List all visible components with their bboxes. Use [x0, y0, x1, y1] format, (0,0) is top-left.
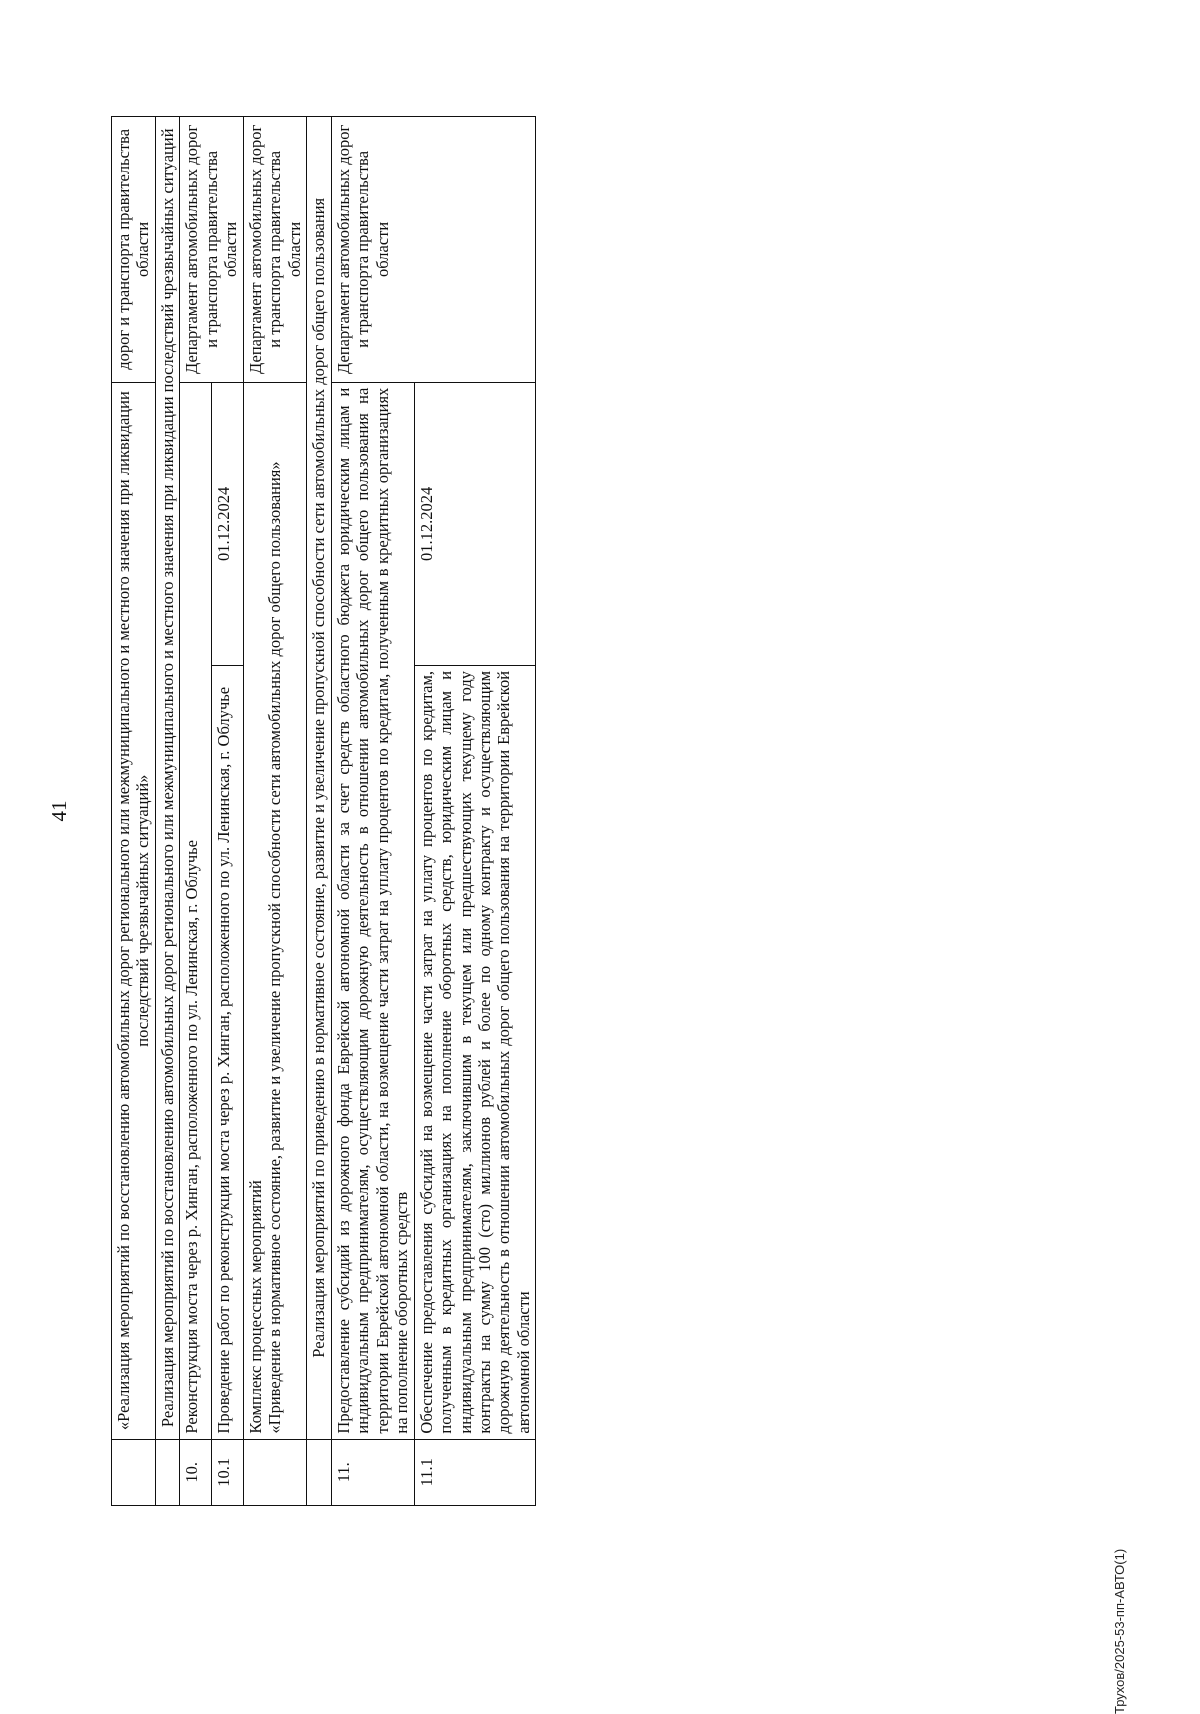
page-number: 41	[47, 800, 71, 822]
section-heading: Реализация мероприятий по восстановлению автомобильных дорог регионального или межмуниципального и местного значения при ликвидации последствий чрезвычайных ситуаций	[155, 117, 179, 1440]
table-row	[180, 117, 212, 1506]
process-complex-title: «Приведение в нормативное состояние, развитие и увеличение пропускной способности сети автомобильных дорог общего пользования»	[265, 461, 285, 1434]
process-complex-cell	[243, 382, 306, 1439]
rotated-page	[47, 116, 731, 1506]
activities-table	[111, 116, 536, 1506]
section-heading: Реализация мероприятий по приведению в нормативное состояние, развитие и увеличение пропускной способности сети автомобильных дорог общего пользования	[307, 117, 331, 1440]
date-cell: 01.12.2024	[212, 382, 244, 665]
project-title-cell: «Реализация мероприятий по восстановлению автомобильных дорог регионального или межмуниципального и местного значения при ликвидации последствий чрезвычайных ситуаций»	[112, 382, 156, 1439]
row-number-cell	[112, 1439, 156, 1505]
document-code: Трухов/2025-53-пп-АВТО(1)	[1112, 1548, 1127, 1714]
responsible-cell: дорог и транспорта правительства области	[112, 117, 156, 383]
row-number-cell	[155, 1439, 179, 1505]
responsible-cell: Департамент автомобильных дорог и транспорта правительства области	[243, 117, 306, 383]
process-complex-label: Комплекс процессных мероприятий	[245, 1180, 265, 1434]
responsible-cell: Департамент автомобильных дорог и транспорта правительства области	[180, 117, 243, 383]
row-number-cell	[307, 1439, 331, 1505]
activity-text-cell: Проведение работ по реконструкции моста через р. Хинган, расположенного по ул. Ленинская, г. Облучье	[212, 665, 244, 1439]
table-row	[307, 117, 331, 1506]
row-number-cell	[243, 1439, 306, 1505]
row-number-cell: 11.	[331, 1439, 414, 1505]
table-row	[155, 117, 179, 1506]
activity-text-cell: Предоставление субсидий из дорожного фонда Еврейской автономной области за счет средств областного бюджета юридическим лицам и индивидуальным предпринимателям, осуществляющим дорожную деятельность в отношении автомобильных дорог общего пользования на территории Еврейской автономной области, на возмещение части затрат на уплату процентов по кредитам, полученным в кредитных организациях на пополнение оборотных средств	[331, 382, 414, 1439]
row-number-cell: 10.1	[212, 1439, 244, 1505]
table-row	[243, 117, 306, 1506]
activity-text-cell: Обеспечение предоставления субсидий на возмещение части затрат на уплату процентов по кредитам, полученным в кредитных организациях на пополнение оборотных средств, юридическим лицам и индивидуальным предпринимателям, заключившим в текущем или предшествующих текущему году контракты на сумму 100 (сто) миллионов рублей и более по одному контракту и осуществляющим дорожную деятельность в отношении автомобильных дорог общего пользования на территории Еврейской автономной области	[414, 665, 536, 1439]
activity-text-cell: Реконструкция моста через р. Хинган, расположенного по ул. Ленинская, г. Облучье	[180, 382, 212, 1439]
table-row	[331, 117, 414, 1506]
responsible-cell: Департамент автомобильных дорог и транспорта правительства области	[331, 117, 536, 383]
table-row	[112, 117, 156, 1506]
row-number-cell: 11.1	[414, 1439, 536, 1505]
date-cell: 01.12.2024	[414, 382, 536, 665]
row-number-cell: 10.	[180, 1439, 212, 1505]
